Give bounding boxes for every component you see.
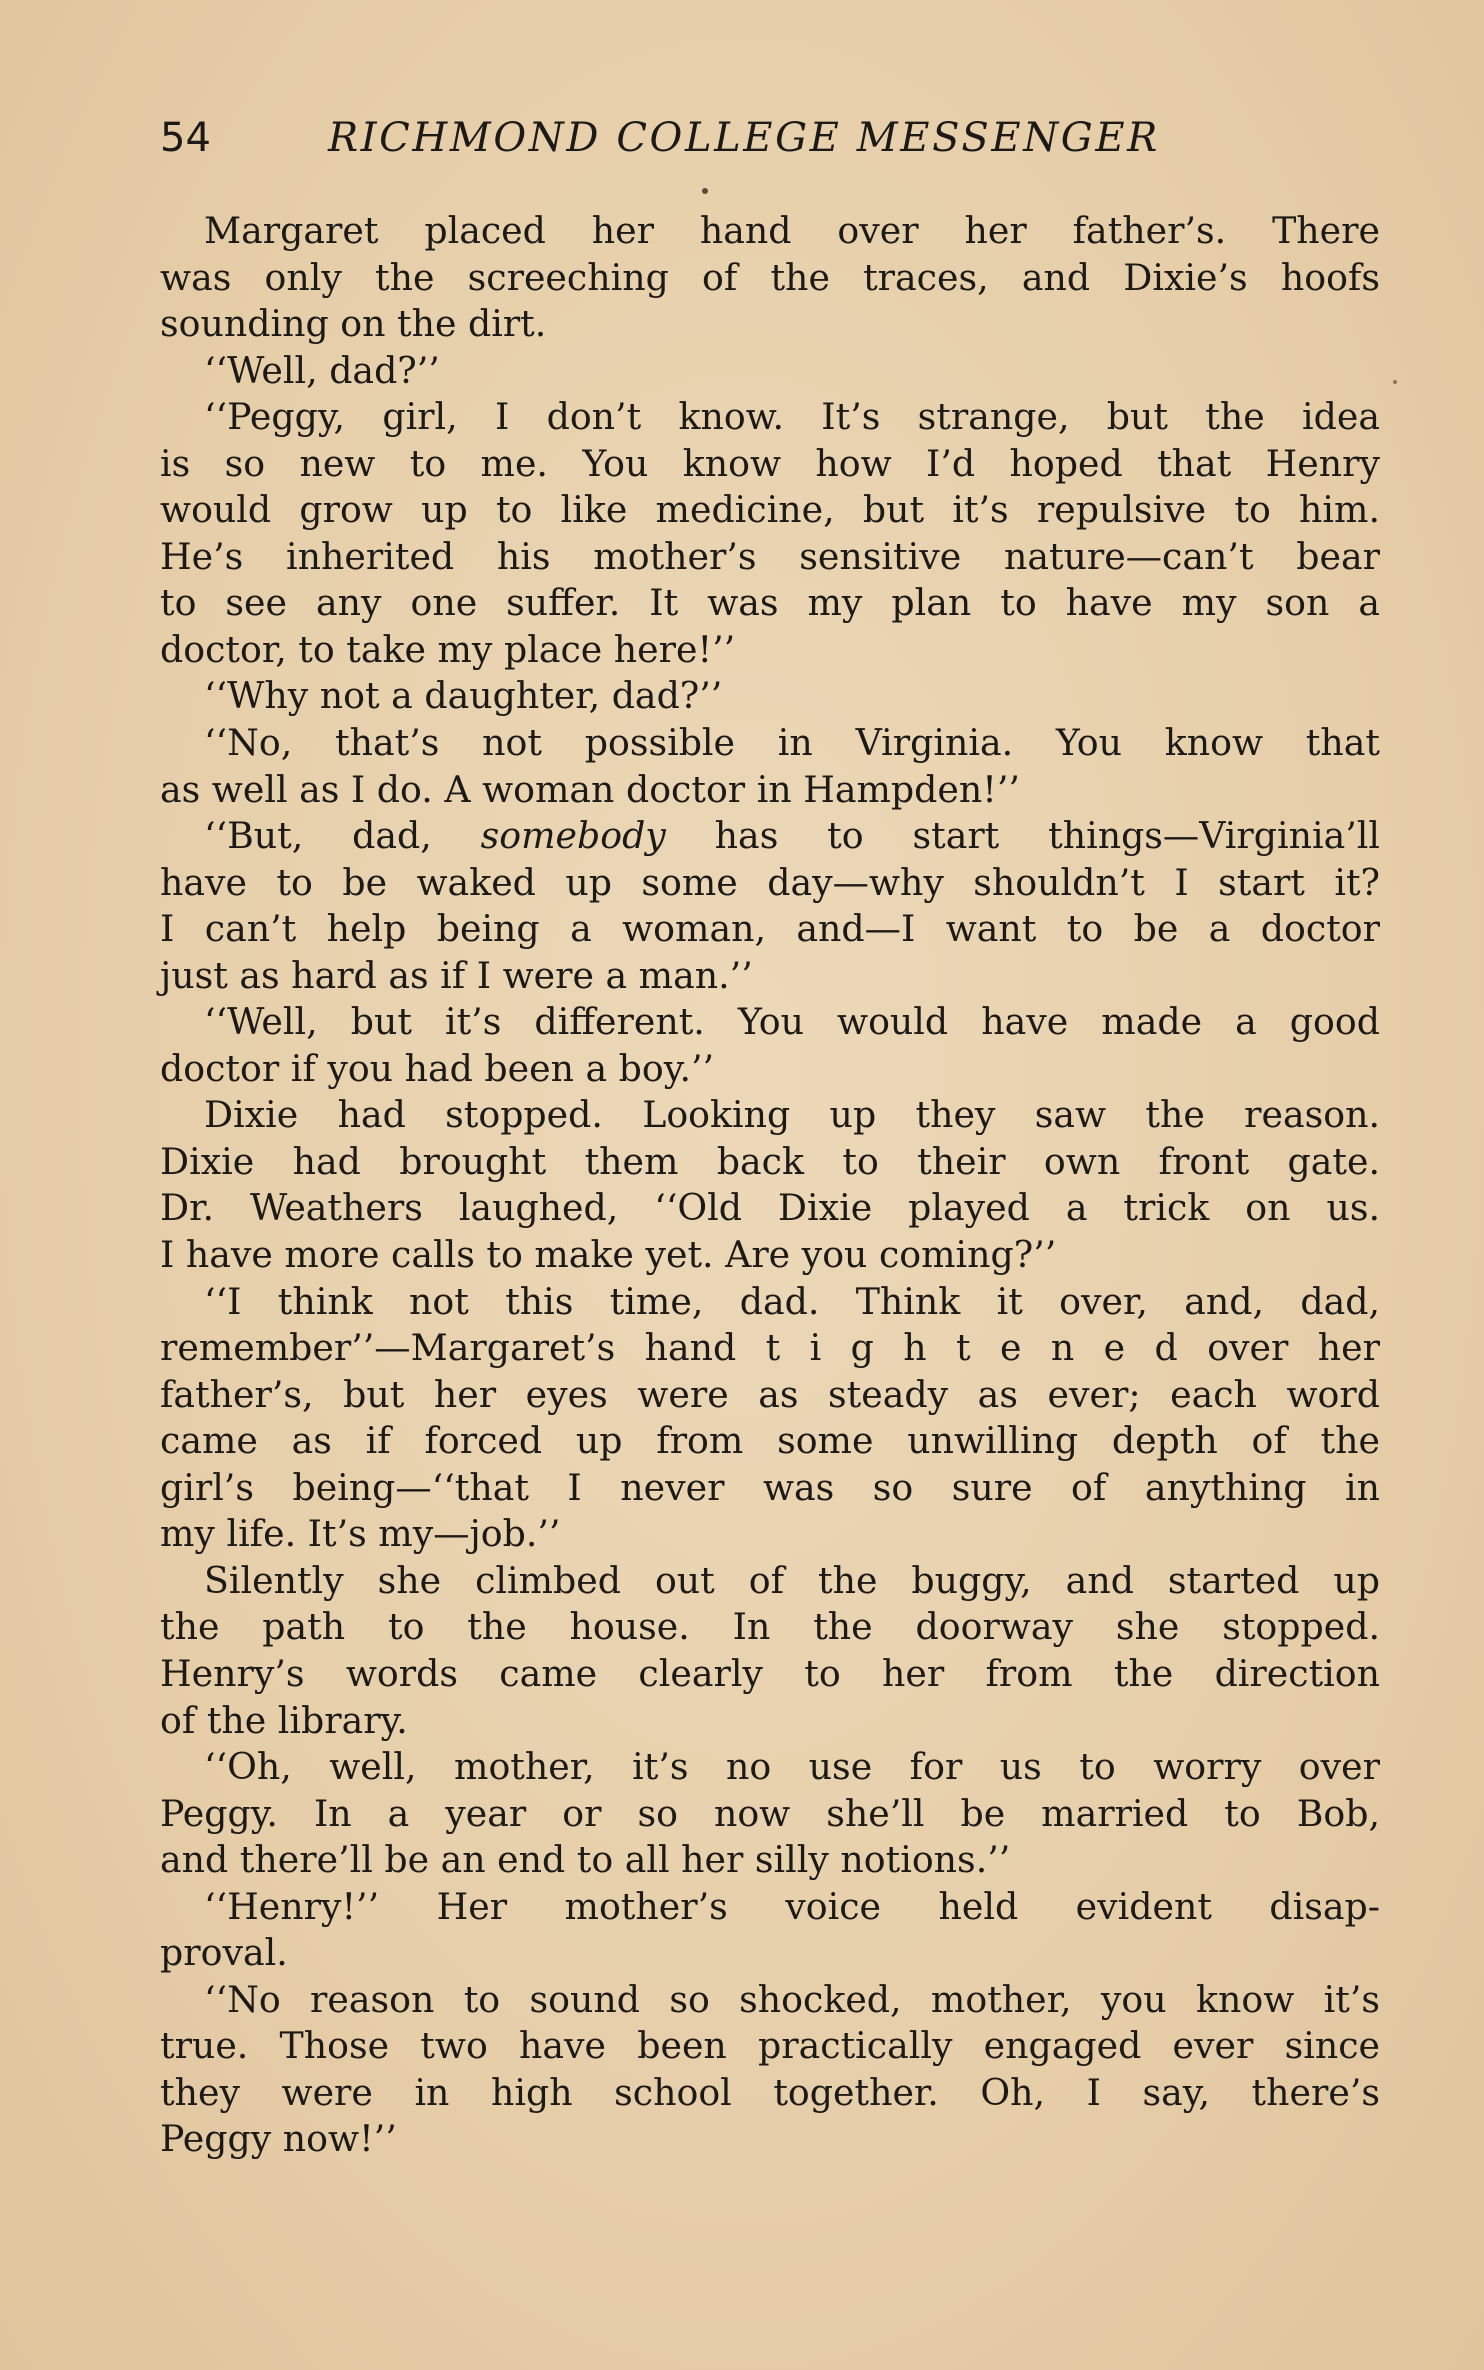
running-title: RICHMOND COLLEGE MESSENGER [328,115,1160,161]
text-line [160,534,1380,581]
text-line-content: ‘‘No, that’s not possible in Virginia. You know that [204,721,1380,765]
text-line-content: just as hard as if I were a man.’’ [160,953,753,997]
text-line [160,1418,1380,1465]
text-line [160,1698,1380,1745]
text-line-content: true. Those two have been practically engaged ever since [160,2024,1380,2068]
text-line-content: He’s inherited his mother’s sensitive nature—can’t bear [160,534,1380,578]
text-line-content: ‘‘Why not a daughter, dad?’’ [204,674,723,718]
text-line-content: remember’’—Margaret’s hand t i g h t e n e d over her [160,1326,1380,1370]
print-speck [1393,380,1397,384]
text-line-content: of the library. [160,1698,408,1742]
text-line-content: Margaret placed her hand over her father’s. There [204,209,1380,252]
text-line [160,953,1380,1000]
text-line [160,1651,1380,1698]
text-line-content: ‘‘Henry!’’ Her mother’s voice held evident disap- [204,1884,1380,1928]
text-line-content: ‘‘Well, dad?’’ [204,348,440,392]
text-line-content: ‘‘I think not this time, dad. Think it over, and, dad, [204,1279,1380,1323]
text-line [160,348,1380,395]
text-line-content: girl’s being—‘‘that I never was so sure of anything in [160,1465,1380,1509]
text-line-content: sounding on the dirt. [160,302,547,346]
text-line [160,673,1380,720]
text-line-content: and there’ll be an end to all her silly notions.’’ [160,1838,1011,1882]
text-line-content: my life. It’s my—job.’’ [160,1512,561,1556]
text-line-content: ‘‘Well, but it’s different. You would have made a good [204,1000,1380,1044]
text-line [160,813,1380,860]
text-line [160,2023,1380,2070]
text-line-content: the path to the house. In the doorway she stopped. [160,1605,1380,1649]
text-line [160,1744,1380,1791]
text-line-content: as well as I do. A woman doctor in Hampden!’’ [160,767,1020,811]
text-line [160,999,1380,1046]
text-line [160,720,1380,767]
text-line [160,1139,1380,1186]
text-line-content: doctor if you had been a boy.’’ [160,1046,715,1090]
text-line [160,2116,1380,2163]
text-line-content: would grow up to like medicine, but it’s repulsive to him. [160,488,1380,532]
text-line [160,208,1380,255]
text-line-content: proval. [160,1931,288,1975]
text-line [160,394,1380,441]
text-line [160,1884,1380,1931]
page-header [160,108,1380,168]
text-line [160,487,1380,534]
text-line [160,2070,1380,2117]
text-line [160,1092,1380,1139]
text-line [160,1279,1380,1326]
text-line [160,580,1380,627]
text-line-content: I have more calls to make yet. Are you coming?’’ [160,1233,1057,1277]
text-line-content: father’s, but her eyes were as steady as ever; each word [160,1372,1380,1416]
text-line [160,441,1380,488]
text-line-content: has to start things—Virginia’ll [665,814,1380,858]
text-line-content: Dixie had brought them back to their own front gate. [160,1139,1380,1183]
emphasis-text: somebody [480,814,666,858]
text-line-content: Silently she climbed out of the buggy, and started up [204,1558,1380,1602]
text-line-content: ‘‘No reason to sound so shocked, mother, you know it’s [204,1977,1380,2021]
page-number: 54 [160,115,211,161]
text-line-content: doctor, to take my place here!’’ [160,627,736,671]
text-line [160,1185,1380,1232]
text-line [160,767,1380,814]
text-line-content: to see any one suffer. It was my plan to have my son a [160,581,1380,625]
text-line-content: is so new to me. You know how I’d hoped that Henry [160,441,1380,485]
text-line-content: Dixie had stopped. Looking up they saw the reason. [204,1093,1380,1137]
text-line-content: Peggy. In a year or so now she’ll be married to Bob, [160,1791,1380,1835]
text-line [160,301,1380,348]
text-line [160,906,1380,953]
text-line [160,1791,1380,1838]
text-line [160,1372,1380,1419]
text-line [160,1511,1380,1558]
text-line [160,1604,1380,1651]
text-line-content: Peggy now!’’ [160,2117,397,2161]
text-line [160,255,1380,302]
text-line-content: was only the screeching of the traces, and Dixie’s hoofs [160,255,1380,299]
text-line-content: Dr. Weathers laughed, ‘‘Old Dixie played a trick on us. [160,1186,1380,1230]
text-line [160,1837,1380,1884]
print-speck [702,188,708,194]
text-line [160,1465,1380,1512]
text-line-content: ‘‘Peggy, girl, I don’t know. It’s strange, but the idea [204,395,1380,439]
text-line-content: came as if forced up from some unwilling depth of the [160,1419,1380,1463]
text-line-content: they were in high school together. Oh, I say, there’s [160,2070,1380,2114]
text-line [160,1232,1380,1279]
text-line [160,1046,1380,1093]
text-line-content: ‘‘Oh, well, mother, it’s no use for us to worry over [204,1745,1380,1789]
text-line [160,1977,1380,2024]
text-line [160,627,1380,674]
text-line-content: I can’t help being a woman, and—I want to be a doctor [160,907,1380,951]
text-line-content: have to be waked up some day—why shouldn’t I start it? [160,860,1380,904]
article-body [160,208,1380,2163]
text-line [160,1558,1380,1605]
text-line [160,1325,1380,1372]
text-line-content: Henry’s words came clearly to her from the direction [160,1651,1380,1695]
text-line [160,860,1380,907]
text-line-content: ‘‘But, dad, [204,814,481,858]
text-line [160,1930,1380,1977]
